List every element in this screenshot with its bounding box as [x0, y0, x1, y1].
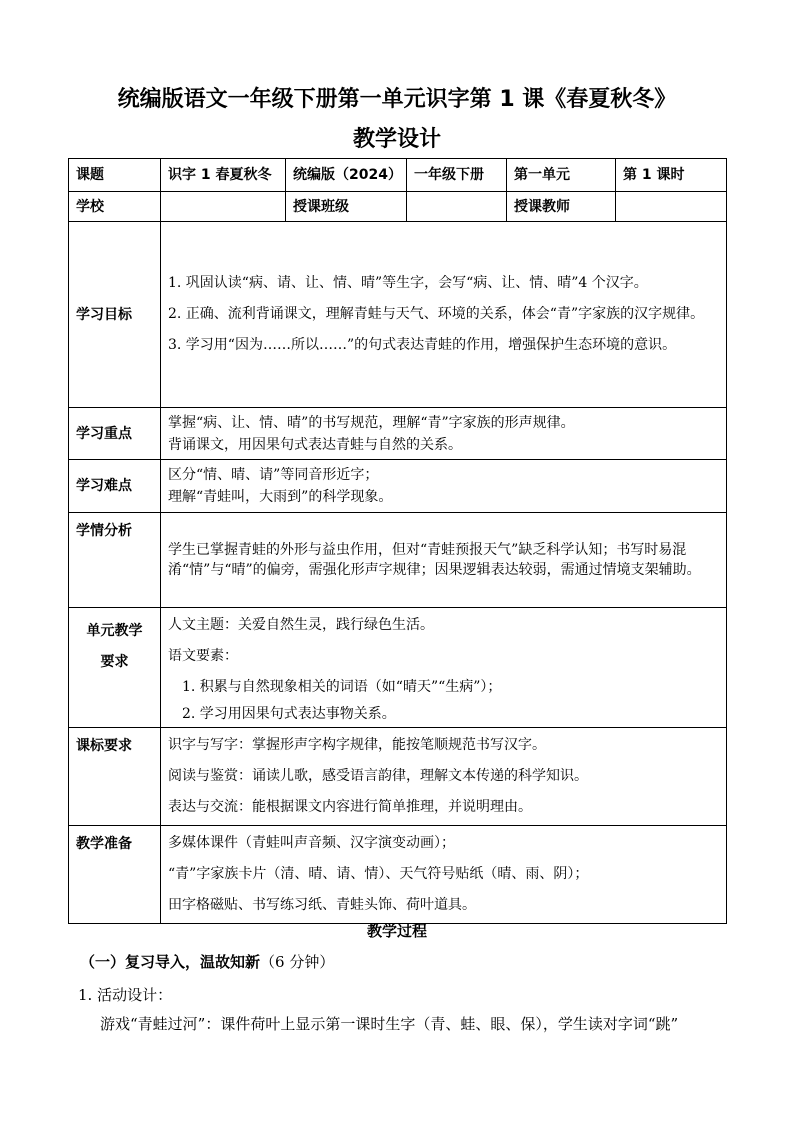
school-row [69, 192, 727, 222]
unit-requirements-label-line2: 要求 [100, 654, 129, 670]
game-description: 游戏“青蛙过河”：课件荷叶上显示第一课时生字（青、蛙、眼、保），学生读对字词“跳” [100, 1015, 679, 1033]
preparation-line: “青”字家族卡片（清、晴、请、情）、天气符号贴纸（晴、雨、阴）； [168, 866, 589, 882]
school-label: 学校 [69, 192, 161, 222]
school-value [161, 192, 286, 222]
key-point-line: 背诵课文，用因果句式表达青蛙与自然的关系。 [168, 436, 462, 453]
document-subtitle: 教学设计 [352, 127, 441, 152]
teacher-value [616, 192, 727, 222]
objective-item: 3. 学习用“因为……所以……”的句式表达青蛙的作用，增强保护生态环境的意识。 [168, 337, 677, 353]
class-label: 授课班级 [286, 192, 407, 222]
objective-item: 2. 正确、流利背诵课文，理解青蛙与天气、环境的关系，体会“青”字家族的汉字规律。 [168, 306, 705, 322]
process-heading: 教学过程 [366, 922, 427, 940]
curriculum-row [69, 728, 727, 826]
objectives-content [161, 222, 727, 408]
curriculum-content [161, 728, 727, 826]
difficulty-line: 区分“情、晴、请”等同音形近字； [168, 467, 379, 483]
edition-cell: 统编版（2024） [286, 159, 407, 192]
preparation-content [161, 826, 727, 924]
unit-requirements-row [69, 608, 727, 728]
topic-value: 识字 1 春夏秋冬 [161, 159, 286, 192]
analysis-content: 学生已掌握青蛙的外形与益虫作用，但对“青蛙预报天气”缺乏科学认知；书写时易混淆“情”与“晴”的偏旁，需强化形声字规律；因果逻辑表达较弱，需通过情境支架辅助。 [161, 513, 727, 608]
preparation-row [69, 826, 727, 924]
curriculum-label: 课标要求 [69, 728, 161, 826]
key-points-content [161, 408, 727, 460]
unit-element-item: 2. 学习用因果句式表达事物关系。 [182, 706, 396, 722]
preparation-line: 多媒体课件（青蛙叫声音频、汉字演变动画）； [168, 835, 455, 851]
objectives-label: 学习目标 [69, 222, 161, 408]
unit-element-item: 1. 积累与自然现象相关的词语（如“晴天”“生病”）； [182, 679, 502, 695]
section-time: （6 分钟） [260, 953, 335, 971]
period-cell: 第 1 课时 [616, 159, 727, 192]
difficulties-content [161, 460, 727, 513]
class-value [407, 192, 507, 222]
unit-requirements-content [161, 608, 727, 728]
objective-item: 1. 巩固认读“病、请、让、情、晴”等生字，会写“病、让、情、晴”4 个汉字。 [168, 275, 648, 291]
curriculum-line: 识字与写字：掌握形声字构字规律，能按笔顺规范书写汉字。 [168, 737, 546, 753]
section-title: （一）复习导入，温故知新 [80, 953, 261, 971]
section-heading [80, 951, 334, 972]
key-points-row [69, 408, 727, 460]
unit-requirements-label [69, 608, 161, 728]
topic-label: 课题 [69, 159, 161, 192]
grade-cell: 一年级下册 [407, 159, 507, 192]
preparation-line: 田字格磁贴、书写练习纸、青蛙头饰、荷叶道具。 [168, 897, 476, 913]
analysis-label: 学情分析 [69, 513, 161, 608]
objectives-row [69, 222, 727, 408]
key-point-line: 掌握“病、让、情、晴”的书写规范，理解“青”字家族的形声规律。 [168, 414, 575, 431]
unit-theme: 人文主题：关爱自然生灵，践行绿色生活。 [168, 617, 434, 633]
unit-requirements-label-line1: 单元教学 [86, 623, 143, 639]
curriculum-line: 表达与交流：能根据课文内容进行简单推理，并说明理由。 [168, 799, 532, 815]
document-title: 统编版语文一年级下册第一单元识字第 1 课《春夏秋冬》 [117, 87, 677, 112]
lesson-info-table [68, 158, 727, 924]
unit-cell: 第一单元 [507, 159, 616, 192]
preparation-label: 教学准备 [69, 826, 161, 924]
key-points-label: 学习重点 [69, 408, 161, 460]
activity-label: 1. 活动设计： [78, 986, 173, 1004]
teacher-label: 授课教师 [507, 192, 616, 222]
unit-elements-label: 语文要素： [168, 648, 238, 664]
header-row [69, 159, 727, 192]
difficulties-row [69, 460, 727, 513]
difficulty-line: 理解“青蛙叫，大雨到”的科学现象。 [168, 489, 393, 505]
difficulties-label: 学习难点 [69, 460, 161, 513]
analysis-row [69, 513, 727, 608]
curriculum-line: 阅读与鉴赏：诵读儿歌，感受语言韵律，理解文本传递的科学知识。 [168, 768, 588, 784]
